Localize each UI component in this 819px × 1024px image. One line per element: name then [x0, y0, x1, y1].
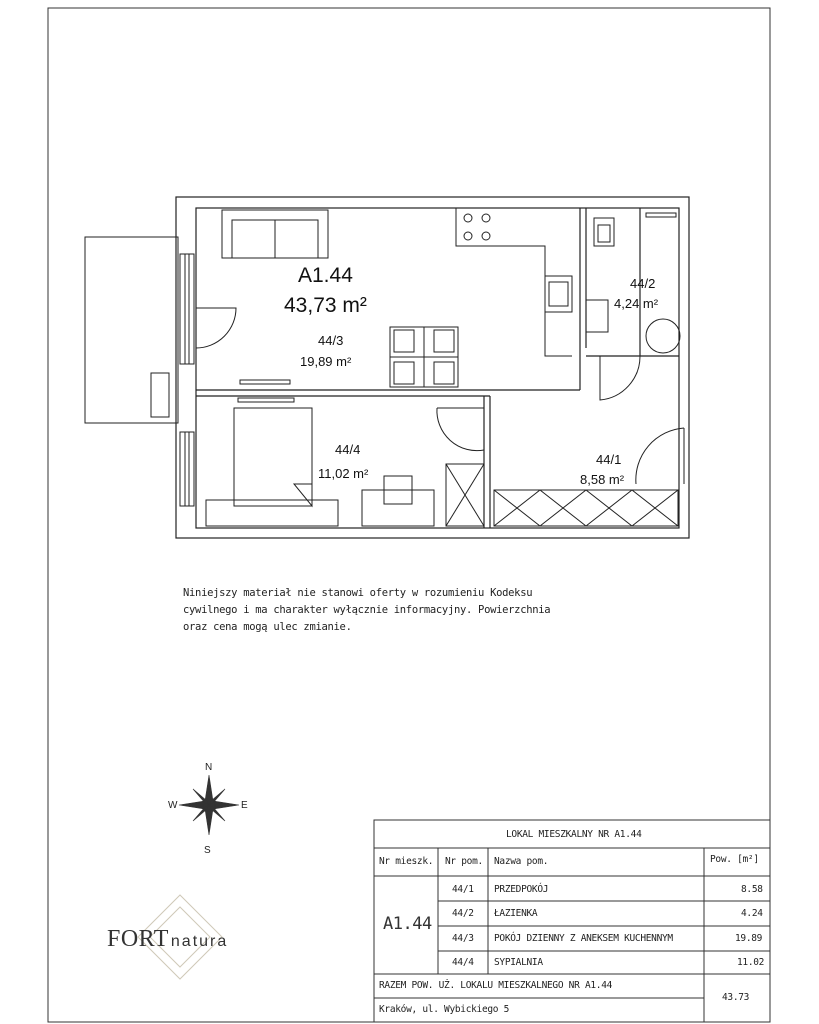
table-row-3-no: 44/3 [452, 933, 474, 944]
apartment-area: 43,73 m² [284, 294, 367, 317]
table-row-4-name: SYPIALNIA [494, 957, 543, 968]
compass-rose-icon [179, 775, 239, 835]
sofa [222, 210, 328, 258]
compass-south: S [204, 845, 211, 856]
kitchen-counter [456, 208, 572, 356]
room-area-hallway: 8,58 m² [580, 472, 625, 487]
balcony [85, 237, 178, 423]
table-row-2-area: 4.24 [741, 908, 763, 919]
table-header-room-name: Nazwa pom. [494, 856, 549, 867]
room-number-hallway: 44/1 [596, 452, 622, 467]
room-area-bathroom: 4,24 m² [614, 296, 659, 311]
table-row-4-area: 11.02 [737, 957, 765, 968]
table-total-value: 43.73 [722, 992, 750, 1003]
table-header-area: Pow. [m²] [710, 854, 759, 865]
sheet-border [48, 8, 770, 1022]
brand-main: FORT [107, 926, 169, 952]
table-row-4-no: 44/4 [452, 957, 474, 968]
table-row-2-name: ŁAZIENKA [494, 908, 538, 919]
table-row-1-no: 44/1 [452, 884, 474, 895]
table-address: Kraków, ul. Wybickiego 5 [379, 1004, 510, 1015]
brand-sub: natura [170, 933, 229, 950]
table-row-1-area: 8.58 [741, 884, 763, 895]
wardrobes [446, 464, 678, 526]
table-row-3-name: POKÓJ DZIENNY Z ANEKSEM KUCHENNYM [494, 933, 673, 944]
disclaimer-text: Niniejszy materiał nie stanowi oferty w rozumieniu Kodeksu cywilnego i ma charakter wyłącznie informacyjny. Powierzchnia oraz cena mogą ulec zmianie. [183, 587, 551, 633]
table-row-2-no: 44/2 [452, 908, 474, 919]
brand-logo [107, 926, 228, 953]
apartment-code: A1.44 [298, 264, 353, 287]
room-number-bathroom: 44/2 [630, 276, 656, 291]
compass-east: E [241, 800, 248, 811]
compass-west: W [168, 800, 178, 811]
balcony-bench [151, 373, 169, 417]
table-unit-code: A1.44 [383, 914, 432, 934]
windows [180, 254, 194, 506]
room-area-living: 19,89 m² [300, 354, 352, 369]
table-title: LOKAL MIESZKALNY NR A1.44 [506, 829, 642, 840]
room-number-bedroom: 44/4 [335, 442, 361, 457]
radiators [238, 380, 294, 402]
desk [362, 476, 434, 526]
dining-table [390, 327, 458, 387]
room-area-bedroom: 11,02 m² [318, 466, 369, 481]
room-number-living: 44/3 [318, 333, 344, 348]
table-total-label: RAZEM POW. UŻ. LOKALU MIESZKALNEGO NR A1.44 [379, 980, 613, 991]
table-row-3-area: 19.89 [735, 933, 763, 944]
compass-north: N [205, 762, 213, 773]
table-header-room-no: Nr pom. [445, 856, 483, 867]
table-row-1-name: PRZEDPOKÓJ [494, 884, 549, 895]
room-table-grid [374, 820, 770, 1022]
table-header-unit: Nr mieszk. [379, 856, 434, 867]
